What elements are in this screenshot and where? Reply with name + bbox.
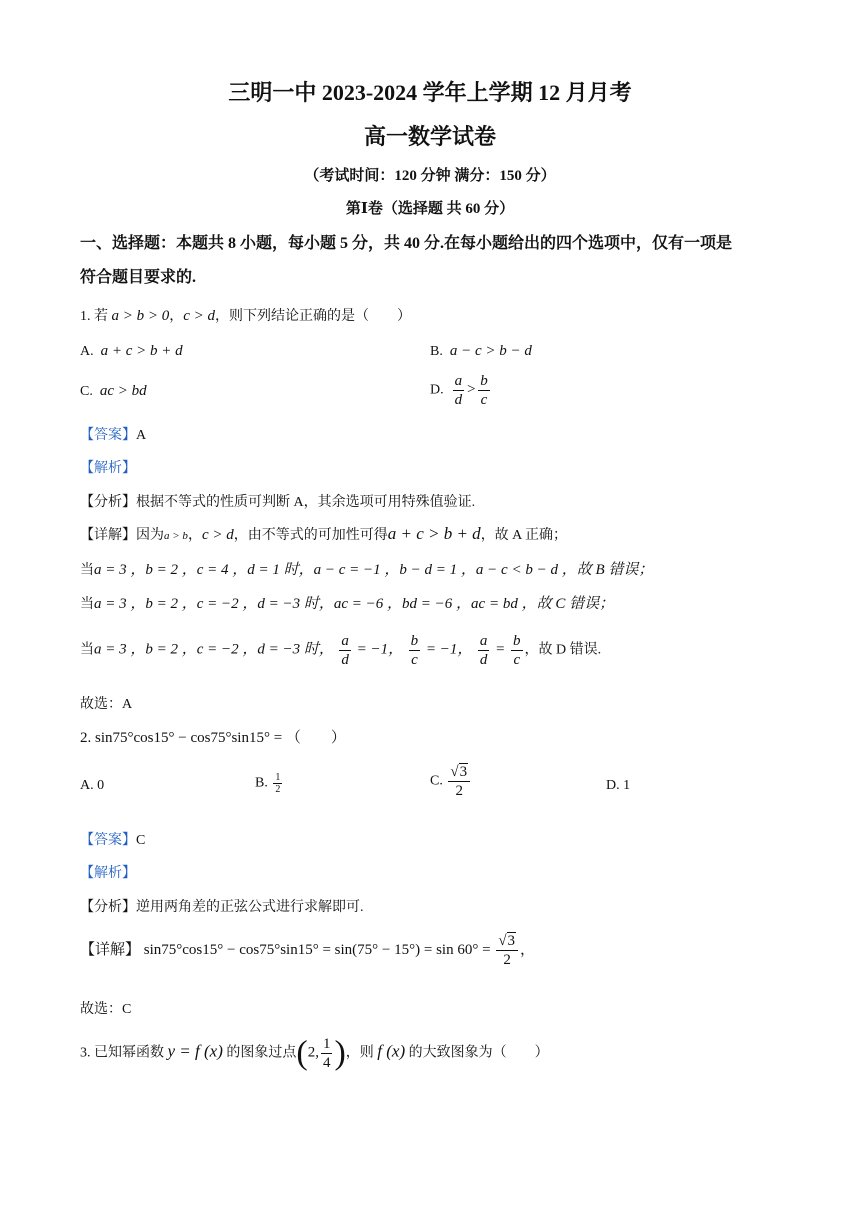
text-span: 故选： <box>80 1002 122 1017</box>
text-span: 3. 已知幂函数 <box>80 1045 168 1061</box>
text-span: 的大致图象为（ ） <box>405 1045 549 1061</box>
text-span: ， <box>520 941 536 958</box>
fraction-a-over-d <box>478 632 490 669</box>
text-span: 3 <box>459 764 468 780</box>
fraction-a-over-d <box>453 372 465 409</box>
option-label: B. <box>430 344 443 359</box>
text-span: 【详解】 <box>80 941 141 958</box>
text-span: = −1， <box>422 641 473 658</box>
fraction-b-over-c <box>409 632 421 669</box>
detail-tag: 【详解】 <box>80 528 136 543</box>
q1-option-b <box>430 343 532 360</box>
text-span: d <box>341 652 349 668</box>
q1-answer <box>80 424 146 444</box>
q3-stem: 3. 已知幂函数 y = f (x) 的图象过点(2, $\frac{1}{4}$ )，则 f (x) 的大致图象为（ ） <box>80 1034 549 1072</box>
text-span: C <box>136 833 146 848</box>
q2-option-c <box>430 763 472 800</box>
fraction-one-quarter <box>321 1035 333 1072</box>
section-heading-line1: 一、选择题：本题共 8 小题，每小题 5 分，共 40 分.在每小题给出的四个选项中，仅有一项是 <box>80 235 733 252</box>
text-span: 1 <box>322 1036 331 1052</box>
text-span: ，由不等式的可加性可得 <box>233 528 388 543</box>
q1-detail-2 <box>80 558 653 579</box>
text-span: c <box>513 652 521 668</box>
text-span: 当 <box>80 563 94 578</box>
text-span: 的图象过点 <box>222 1045 297 1061</box>
q2-choose <box>80 998 131 1018</box>
text-span: a = 3 ，b = 2 ，c = −2 ，d = −3 时， <box>94 641 334 658</box>
text-span: a <box>454 373 463 389</box>
text-span: a = 3 ，b = 2 ，c = 4 ，d = 1 时，a − c = −1 ，b − d = 1 ，a − c < b − d ，故 B 错误； <box>94 562 654 578</box>
text-span: c > d <box>201 527 234 543</box>
option-label: C. <box>80 384 93 399</box>
text-span: = <box>491 641 510 658</box>
option-text: a + c > b + d <box>100 343 183 359</box>
text-span: 2 <box>275 784 281 795</box>
text-span: y = f (x) <box>167 1041 223 1061</box>
text-span: 2 <box>455 783 463 799</box>
fraction-one-half <box>273 772 282 795</box>
text-span: d <box>454 392 463 408</box>
fraction-sqrt3-over-2: $\frac{√3}{2}$ <box>448 763 470 800</box>
q1-comma: ， <box>169 309 184 324</box>
text-span: 因为 <box>136 528 164 543</box>
fenxi-text: 根据不等式的性质可判断 A，其余选项可用特殊值验证. <box>136 495 476 510</box>
text-span: b <box>480 373 488 389</box>
section-heading-line2: 符合题目要求的. <box>80 269 197 286</box>
text-span: a <box>479 633 488 649</box>
q2-fenxi <box>80 896 364 916</box>
text-span: 3 <box>507 933 516 949</box>
text-span: 【答案】 <box>80 833 136 848</box>
text-span: A <box>122 697 133 712</box>
text-span: b <box>410 633 419 649</box>
option-label: D. <box>430 382 444 398</box>
text-span: ，则 <box>345 1045 378 1061</box>
text-span: a + c > b + d <box>387 524 481 543</box>
fraction-a-over-d <box>339 632 351 669</box>
fenxi-tag: 【分析】 <box>80 495 136 510</box>
q1-option-a <box>80 343 183 360</box>
q1-number: 1. 若 <box>80 309 108 324</box>
q2-stem: 2. sin75°cos15° − cos75°sin15° = （ ） <box>80 730 346 746</box>
exam-title: 三明一中 2023-2024 学年上学期 12 月月考 <box>228 80 632 105</box>
volume-heading: 第Ⅰ卷（选择题 共 60 分） <box>345 201 515 217</box>
q1-detail-3 <box>80 592 614 613</box>
text-span: a > b <box>164 530 188 542</box>
option-text: ac > bd <box>99 383 147 399</box>
text-span: 4 <box>322 1055 331 1071</box>
q1-detail-4 <box>80 632 601 669</box>
q1-option-d: D. $\frac{a}{d}$ > $\frac{b}{c}$ <box>430 373 488 408</box>
text-span: a = 3 ，b = 2 ，c = −2 ，d = −3 时，ac = −6 ，bd = −6 ，ac = bd ，故 C 错误； <box>94 596 615 612</box>
q2-option-d: D. 1 <box>606 778 631 793</box>
text-span: 故选： <box>80 697 122 712</box>
text-span: B. <box>255 775 268 791</box>
text-span: c <box>411 652 418 668</box>
text-span: 当 <box>80 597 94 612</box>
text-span: ， <box>187 528 202 543</box>
option-text: a − c > b − d <box>449 343 532 359</box>
text-span: 逆用两角差的正弦公式进行求解即可. <box>136 900 364 915</box>
q1-option-c <box>80 383 147 400</box>
fraction-b-over-c <box>511 632 523 669</box>
q2-option-a: A. 0 <box>80 778 105 793</box>
text-span: 【分析】 <box>80 900 136 915</box>
q1-detail-1 <box>80 524 567 544</box>
text-span: a <box>341 633 349 649</box>
text-span: = −1， <box>352 641 404 658</box>
answer-tag: 【答案】 <box>80 428 136 443</box>
q1-choose <box>80 693 132 713</box>
q1-condition-2: c > d <box>183 308 216 324</box>
q1-condition-1: a > b > 0 <box>111 308 170 324</box>
fraction-sqrt3-over-2: $\frac{√3}{2}$ <box>496 932 518 969</box>
exam-subtitle: 高一数学试卷 <box>363 124 496 149</box>
text-span: C. <box>430 773 443 789</box>
text-span: f (x) <box>377 1041 406 1061</box>
text-span: d <box>479 652 488 668</box>
text-span: b <box>513 633 521 649</box>
q1-fenxi <box>80 491 475 511</box>
q2-option-b <box>255 772 284 795</box>
text-span: 2, <box>307 1044 319 1061</box>
q1-stem <box>80 305 411 325</box>
answer-value: A <box>136 428 147 443</box>
text-span: 当 <box>80 642 94 658</box>
text-span: sin75°cos15° − cos75°sin15° = sin(75° − 15°) = sin 60° = <box>143 941 495 958</box>
exam-info: （考试时间：120 分钟 满分：150 分） <box>304 168 556 184</box>
text-span: c <box>480 392 488 408</box>
q2-analysis-tag: 【解析】 <box>80 866 136 881</box>
text-span: 2 <box>503 952 511 968</box>
q2-answer <box>80 829 145 849</box>
q1-analysis-tag: 【解析】 <box>80 461 136 476</box>
option-label: A. <box>80 344 94 359</box>
q1-stem-tail: ，则下列结论正确的是（ ） <box>215 309 412 324</box>
q2-detail <box>80 932 535 969</box>
text-span: C <box>122 1002 132 1017</box>
fraction-b-over-c <box>478 372 490 409</box>
text-span: ，故 A 正确； <box>480 528 568 543</box>
text-span: ，故 D 错误. <box>524 642 602 658</box>
text-span: 1 <box>275 772 281 783</box>
